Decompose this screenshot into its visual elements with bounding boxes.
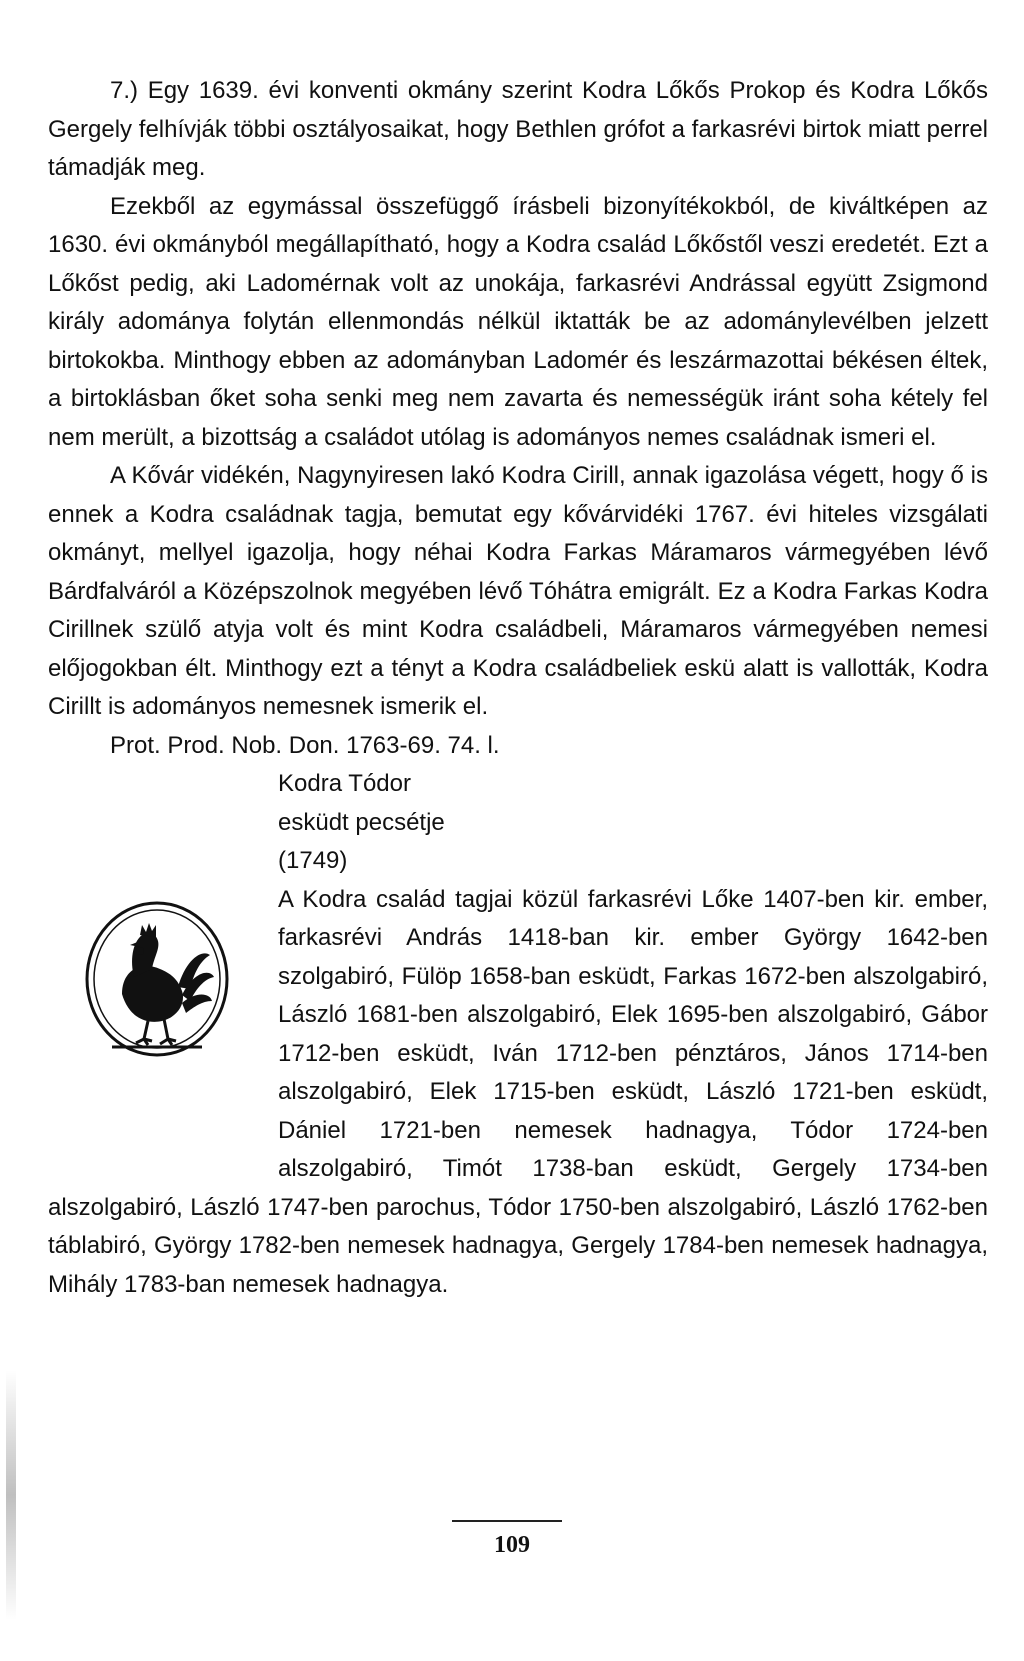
paragraph-1: 7.) Egy 1639. évi konventi okmány szerint Kodra Lőkős Prokop és Kodra Lőkős Gergely felhívják többi osztályosaikat, hogy Bethlen grófot a farkasrévi birtok miatt perrel támadják meg. [48,77,988,181]
seal-caption-title: esküdt pecsétje [278,808,445,836]
rooster-seal-icon [82,899,232,1059]
officials-list-text: A Kodra család tagjai közül farkasrévi Lőke 1407-ben kir. ember, farkasrévi András 1418-ban kir. ember György 1642-ben szolgabiró, Fülöp 1658-ban esküdt, Farkas 1672-ben alszolgabiró, László 1681-ben alszolgabiró, Elek 1695-ben alszolgabiró, Gábor 1712-ben esküdt, Iván 1712-ben pénztáros, János 1714-ben alszolgabiró, Elek 1715-ben esküdt, László 1721-ben esküdt, Dániel 1721-ben nemesek hadnagya, Tódor 1724-ben alszolgabiró, Timót 1738-ban esküdt, Gergely 1734-ben alszolgabiró, László 1747-ben parochus, Tódor 1750-ben alszolgabiró, László 1762-ben táblabiró, György 1782-ben nemesek hadnagya, Gergely 1784-ben nemesek hadnagya, Mihály 1783-ban nemesek hadnagya. [48,885,988,1298]
source-reference: Prot. Prod. Nob. Don. 1763-69. 74. l. [110,731,500,759]
footer-rule [452,1520,562,1522]
officials-list-block [48,765,988,1304]
seal-caption-name: Kodra Tódor [278,770,411,797]
page-text [48,72,988,1304]
seal-caption-year: (1749) [278,847,348,874]
page-number: 109 [494,1532,530,1558]
seal-figure [48,881,266,1157]
scan-edge-shadow [6,1370,16,1620]
paragraph-3: A Kővár vidékén, Nagynyiresen lakó Kodra Cirill, annak igazolása végett, hogy ő is ennek a Kodra családnak tagja, bemutat egy kővárvidéki 1767. évi hiteles vizsgálati okmányt, mellyel igazolja, hogy néhai Kodra Farkas Máramaros vármegyében lévő Bárdfalváról a Középszolnok megyében lévő Tóhátra emigrált. Ez a Kodra Farkas Kodra Cirillnek szülő atyja volt és mint Kodra családbeli, Máramaros vármegyében nemesi előjogokban élt. Minthogy ezt a tényt a Kodra családbeliek eskü alatt is vallották, Kodra Cirillt is adományos nemesnek ismerik el. [48,462,988,720]
paragraph-2: Ezekből az egymással összefüggő írásbeli bizonyítékokból, de kiváltképen az 1630. évi okmányból megállapítható, hogy a Kodra család Lőkőstől veszi eredetét. Ezt a Lőkőst pedig, aki Ladomérnak volt az unokája, farkasrévi Andrással együtt Zsigmond király adománya folytán ellenmondás nélkül iktatták be az adománylevélben jelzett birtokokba. Minthogy ebben az adományban Ladomér és leszármazottai békésen éltek, a birtoklásban őket soha senki meg nem zavarta és nemességük iránt soha kétely fel nem merült, a bizottság a családot utólag is adományos nemes családnak ismeri el. [48,192,988,451]
